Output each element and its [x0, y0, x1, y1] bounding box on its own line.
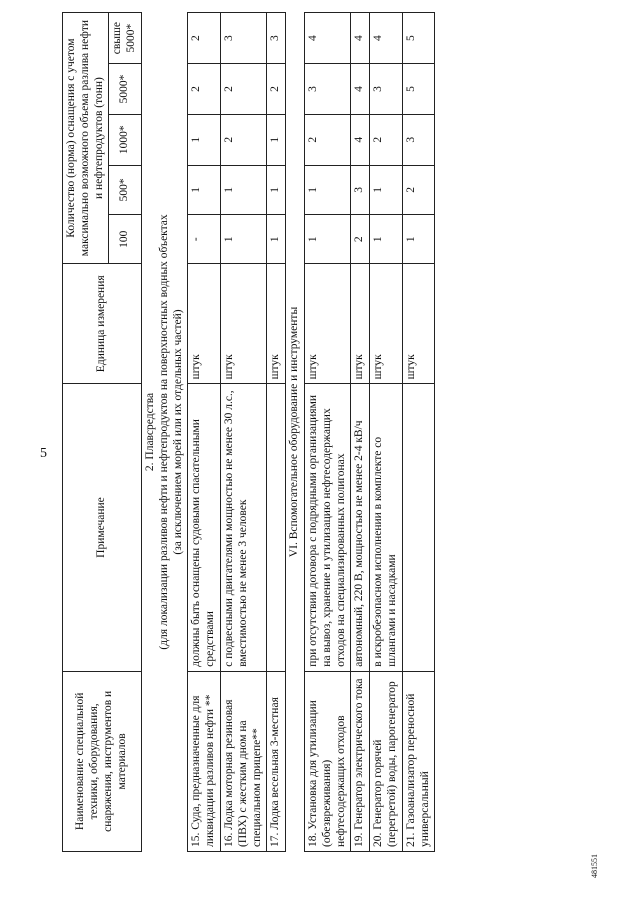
row-unit: штук: [370, 264, 403, 384]
row-quantity: 1: [267, 114, 286, 165]
row-quantity: 1: [402, 215, 435, 264]
row-quantity: 3: [304, 64, 350, 115]
row-quantity: 1: [304, 215, 350, 264]
table-row: [267, 13, 286, 852]
row-note: при отсутствии договора с подрядными организациями на вывоз, хранение и утилизацию нефтесодержащих отходов на специализированных полигонах: [304, 384, 350, 671]
row-quantity: 3: [402, 114, 435, 165]
row-quantity: 1: [267, 165, 286, 215]
row-quantity: 1: [220, 165, 266, 215]
row-quantity: 1: [188, 165, 221, 215]
section-6-heading: [286, 13, 305, 852]
row-quantity: 2: [220, 64, 266, 115]
row-note: с подвесными двигателями мощностью не менее 30 л.с., вместимостью не менее 3 человек: [220, 384, 266, 671]
row-quantity: 2: [188, 13, 221, 64]
row-quantity: 1: [370, 165, 403, 215]
row-quantity: 2: [267, 64, 286, 115]
row-name: 16. Лодка моторная резиновая (ПВХ) с жестким дном на специальном прицепе**: [220, 671, 266, 851]
row-unit: штук: [188, 264, 221, 384]
row-quantity: 1: [304, 165, 350, 215]
row-quantity: 4: [351, 64, 370, 115]
row-quantity: 4: [351, 114, 370, 165]
row-quantity: 5: [402, 13, 435, 64]
header-qty-col: 100: [109, 215, 142, 264]
row-quantity: 2: [220, 114, 266, 165]
row-name: 19. Генератор электрического тока: [351, 671, 370, 851]
table-row: [304, 13, 350, 852]
table-row: [220, 13, 266, 852]
row-quantity: 1: [267, 215, 286, 264]
section-6-title: VI. Вспомогательное оборудование и инструменты: [288, 306, 301, 558]
row-quantity: 3: [220, 13, 266, 64]
header-qty-col: свыше 5000*: [109, 13, 142, 64]
section-2-title: 2. Плавсредства: [143, 392, 156, 472]
document-code: 481551: [590, 854, 599, 878]
row-quantity: 5: [402, 64, 435, 115]
row-note: [402, 384, 435, 671]
row-unit: штук: [267, 264, 286, 384]
header-name: Наименование специальной техники, оборудования, снаряжения, инструментов и материалов: [63, 671, 142, 851]
header-qty-col: 1000*: [109, 114, 142, 165]
row-note: должны быть оснащены судовыми спасательными средствами: [188, 384, 221, 671]
row-quantity: 3: [267, 13, 286, 64]
row-quantity: 1: [370, 215, 403, 264]
row-quantity: 2: [188, 64, 221, 115]
equipment-table: [62, 12, 435, 852]
row-name: 18. Установка для утилизации (обезвреживания) нефтесодержащих отходов: [304, 671, 350, 851]
row-unit: штук: [220, 264, 266, 384]
row-quantity: 4: [304, 13, 350, 64]
row-unit: штук: [402, 264, 435, 384]
header-unit: Единица измерения: [63, 264, 142, 384]
header-qty-col: 500*: [109, 165, 142, 215]
row-quantity: 4: [370, 13, 403, 64]
row-quantity: 4: [351, 13, 370, 64]
row-quantity: -: [188, 215, 221, 264]
section-2-subtitle: (для локализации разливов нефти и нефтепродуктов на поверхностных водных объектах: [157, 214, 170, 650]
row-quantity: 2: [304, 114, 350, 165]
table-row: [370, 13, 403, 852]
row-quantity: 2: [351, 215, 370, 264]
row-name: 17. Лодка весельная 3-местная: [267, 671, 286, 851]
section-2-subtitle-2: (за исключением морей или их отдельных частей): [171, 309, 184, 555]
row-name: 20. Генератор горячей (перегретой) воды, парогенератор: [370, 671, 403, 851]
row-quantity: 1: [188, 114, 221, 165]
row-unit: штук: [351, 264, 370, 384]
section-2-rows: [188, 13, 286, 852]
row-quantity: 1: [220, 215, 266, 264]
page-number: 5: [40, 446, 47, 461]
table-row: [351, 13, 370, 852]
row-quantity: 2: [370, 114, 403, 165]
section-6-rows: [304, 13, 434, 852]
row-name: 15. Суда, предназначенные для ликвидации разливов нефти **: [188, 671, 221, 851]
table-row: [402, 13, 435, 852]
header-note: Примечание: [63, 384, 142, 671]
row-note: автономный, 220 В, мощностью не менее 2-4 кВ/ч: [351, 384, 370, 671]
section-2-heading: [141, 13, 187, 852]
row-quantity: 3: [370, 64, 403, 115]
rotated-table-container: [62, 12, 607, 852]
row-quantity: 3: [351, 165, 370, 215]
header-quantity: Количество (норма) оснащения с учетом максимально возможного объема разлива нефти и нефтепродуктов (тонн): [63, 13, 109, 264]
row-quantity: 2: [402, 165, 435, 215]
row-name: 21. Газоанализатор переносной универсальный: [402, 671, 435, 851]
row-note: [267, 384, 286, 671]
row-note: в искробезопасном исполнении в комплекте со шлангами и насадками: [370, 384, 403, 671]
header-qty-col: 5000*: [109, 64, 142, 115]
row-unit: штук: [304, 264, 350, 384]
table-row: [188, 13, 221, 852]
